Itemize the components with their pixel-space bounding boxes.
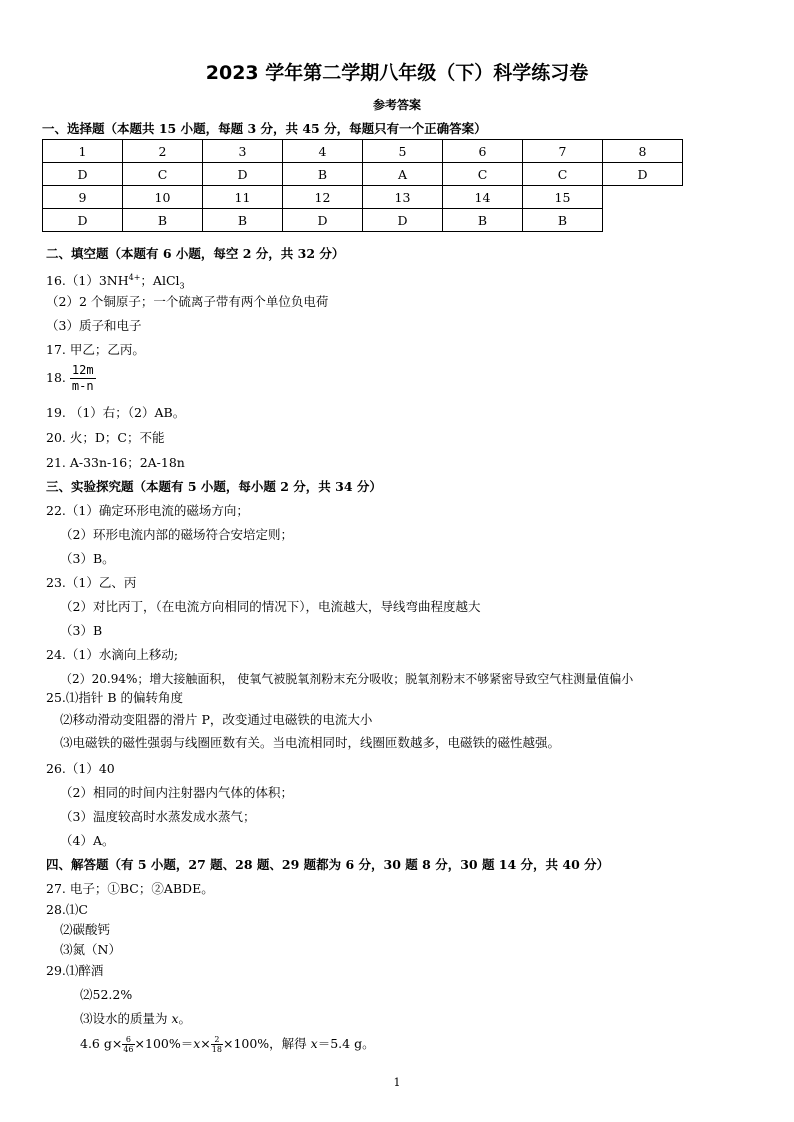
question-number-cell: 9 — [43, 186, 123, 209]
section3-heading: 三、实验探究题（本题有 5 小题，每小题 2 分，共 34 分） — [46, 479, 382, 494]
answer-q17: 17. 甲乙；乙丙。 — [46, 342, 145, 357]
answer-cell: D — [43, 163, 123, 186]
answer-q22-part1: 22.（1）确定环形电流的磁场方向； — [46, 503, 249, 518]
answer-cell: D — [363, 209, 443, 232]
fraction-numerator: 6 — [122, 1035, 134, 1045]
answer-text: 。 — [178, 1011, 192, 1026]
answer-q28-part1: 28.⑴C — [46, 902, 88, 917]
answer-q26-part4: （4）A。 — [60, 833, 115, 848]
answer-q29-equation — [80, 1032, 375, 1056]
variable: x — [310, 1036, 318, 1051]
question-number-cell: 3 — [203, 140, 283, 163]
question-number-cell: 1 — [43, 140, 123, 163]
answer-q23-part1: 23.（1）乙、丙 — [46, 575, 137, 590]
fraction — [70, 363, 96, 394]
equation-text: ＝5.4 g。 — [317, 1036, 375, 1051]
question-number-cell: 13 — [363, 186, 443, 209]
question-number-cell: 6 — [443, 140, 523, 163]
answer-q25-part1: 25.⑴指针 B 的偏转角度 — [46, 690, 184, 705]
question-number-cell: 15 — [523, 186, 603, 209]
answer-superscript: 4 — [128, 273, 134, 282]
answer-q28-part3: ⑶氮（N） — [60, 942, 121, 957]
answer-cell: B — [523, 209, 603, 232]
answer-q24-part2: （2）20.94%；增大接触面积， 使氧气被脱氧剂粉末充分吸收；脱氧剂粉末不够紧密导致空气柱测量值偏小 — [60, 672, 634, 686]
answer-cell: A — [363, 163, 443, 186]
table-row — [43, 140, 683, 163]
equation-text: ×100%，解得 — [222, 1036, 311, 1051]
question-number-cell: 4 — [283, 140, 363, 163]
answer-cell: C — [123, 163, 203, 186]
answer-cell: B — [123, 209, 203, 232]
answer-cell: B — [283, 163, 363, 186]
answer-q16-part2: （2）2 个铜原子；一个硫离子带有两个单位负电荷 — [46, 294, 329, 309]
question-number-cell: 2 — [123, 140, 203, 163]
table-row — [43, 186, 683, 209]
answer-q22-part3: （3）B。 — [60, 551, 115, 566]
question-number-cell: 7 — [523, 140, 603, 163]
answer-cell: D — [203, 163, 283, 186]
variable: x — [171, 1011, 179, 1026]
answer-q26-part3: （3）温度较高时水蒸发成水蒸气； — [60, 809, 256, 824]
answer-text: ⑶设水的质量为 — [80, 1011, 172, 1026]
answer-q22-part2: （2）环形电流内部的磁场符合安培定则； — [60, 527, 293, 542]
answer-q16-part3: （3）质子和电子 — [46, 318, 142, 333]
question-number-cell: 14 — [443, 186, 523, 209]
answer-q27: 27. 电子；①BC；②ABDE。 — [46, 881, 214, 896]
question-number-cell: 10 — [123, 186, 203, 209]
answer-q18 — [46, 362, 96, 394]
section4-heading: 四、解答题（有 5 小题，27 题、28 题、29 题都为 6 分，30 题 8 分，30 题 14 分，共 40 分） — [46, 857, 610, 872]
question-number-cell: 5 — [363, 140, 443, 163]
variable: x — [193, 1036, 201, 1051]
empty-cell — [603, 209, 683, 232]
equation-text: × — [200, 1036, 211, 1051]
answer-q20: 20. 火；D；C；不能 — [46, 430, 165, 445]
answer-q23-part3: （3）B — [60, 623, 103, 638]
answer-text: 16.（1）3NH — [46, 273, 129, 289]
question-number-cell: 11 — [203, 186, 283, 209]
answer-q23-part2: （2）对比丙丁，（在电流方向相同的情况下），电流越大，导线弯曲程度越大 — [60, 599, 481, 614]
answer-cell: B — [203, 209, 283, 232]
answer-q29-part2: ⑵52.2% — [80, 987, 133, 1002]
section1-heading: 一、选择题（本题共 15 小题，每题 3 分，共 45 分，每题只有一个正确答案） — [42, 121, 487, 136]
answer-q26-part1: 26.（1）40 — [46, 761, 115, 776]
answer-q19: 19. （1）右；（2）AB。 — [46, 405, 186, 420]
document-subtitle: 参考答案 — [372, 98, 421, 112]
question-number-cell: 12 — [283, 186, 363, 209]
fraction-numerator: 2 — [211, 1035, 223, 1045]
fraction-denominator: 46 — [123, 1045, 134, 1054]
section2-heading: 二、填空题（本题有 6 小题，每空 2 分，共 32 分） — [46, 246, 345, 261]
answer-cell: C — [443, 163, 523, 186]
choice-answer-table — [42, 139, 683, 232]
fraction — [211, 1035, 223, 1054]
answer-q24-part1: 24.（1）水滴向上移动; — [46, 647, 179, 662]
answer-cell: D — [603, 163, 683, 186]
answer-q26-part2: （2）相同的时间内注射器内气体的体积； — [60, 785, 293, 800]
answer-cell: B — [443, 209, 523, 232]
table-row — [43, 209, 683, 232]
equation-text: 4.6 g× — [80, 1036, 123, 1051]
question-number-cell: 8 — [603, 140, 683, 163]
fraction-denominator: m-n — [71, 379, 94, 393]
answer-q29-part1: 29.⑴醉酒 — [46, 963, 104, 978]
document-title: 2023 学年第二学期八年级（下）科学练习卷 — [205, 62, 589, 84]
answer-superscript: + — [133, 273, 141, 282]
table-row — [43, 163, 683, 186]
answer-q29-part3 — [80, 1011, 191, 1027]
answer-q28-part2: ⑵碳酸钙 — [60, 922, 111, 937]
answer-subscript: 3 — [179, 281, 185, 291]
answer-text: ；AlCl — [140, 273, 180, 289]
equation-text: ×100%＝ — [134, 1036, 194, 1051]
question-number: 18. — [46, 370, 66, 385]
answer-q25-part2: ⑵移动滑动变阻器的滑片 P，改变通过电磁铁的电流大小 — [60, 712, 373, 727]
empty-cell — [603, 186, 683, 209]
fraction-denominator: 18 — [211, 1045, 222, 1054]
answer-cell: D — [43, 209, 123, 232]
answer-q25-part3: ⑶电磁铁的磁性强弱与线圈匝数有关。当电流相同时，线圈匝数越多，电磁铁的磁性越强。 — [60, 735, 561, 750]
answer-cell: D — [283, 209, 363, 232]
answer-q21: 21. A-33n-16；2A-18n — [46, 455, 185, 470]
fraction-numerator: 12m — [71, 363, 94, 377]
page-number: 1 — [393, 1076, 401, 1089]
fraction — [122, 1035, 134, 1054]
answer-q16-part1 — [46, 270, 185, 295]
answer-cell: C — [523, 163, 603, 186]
